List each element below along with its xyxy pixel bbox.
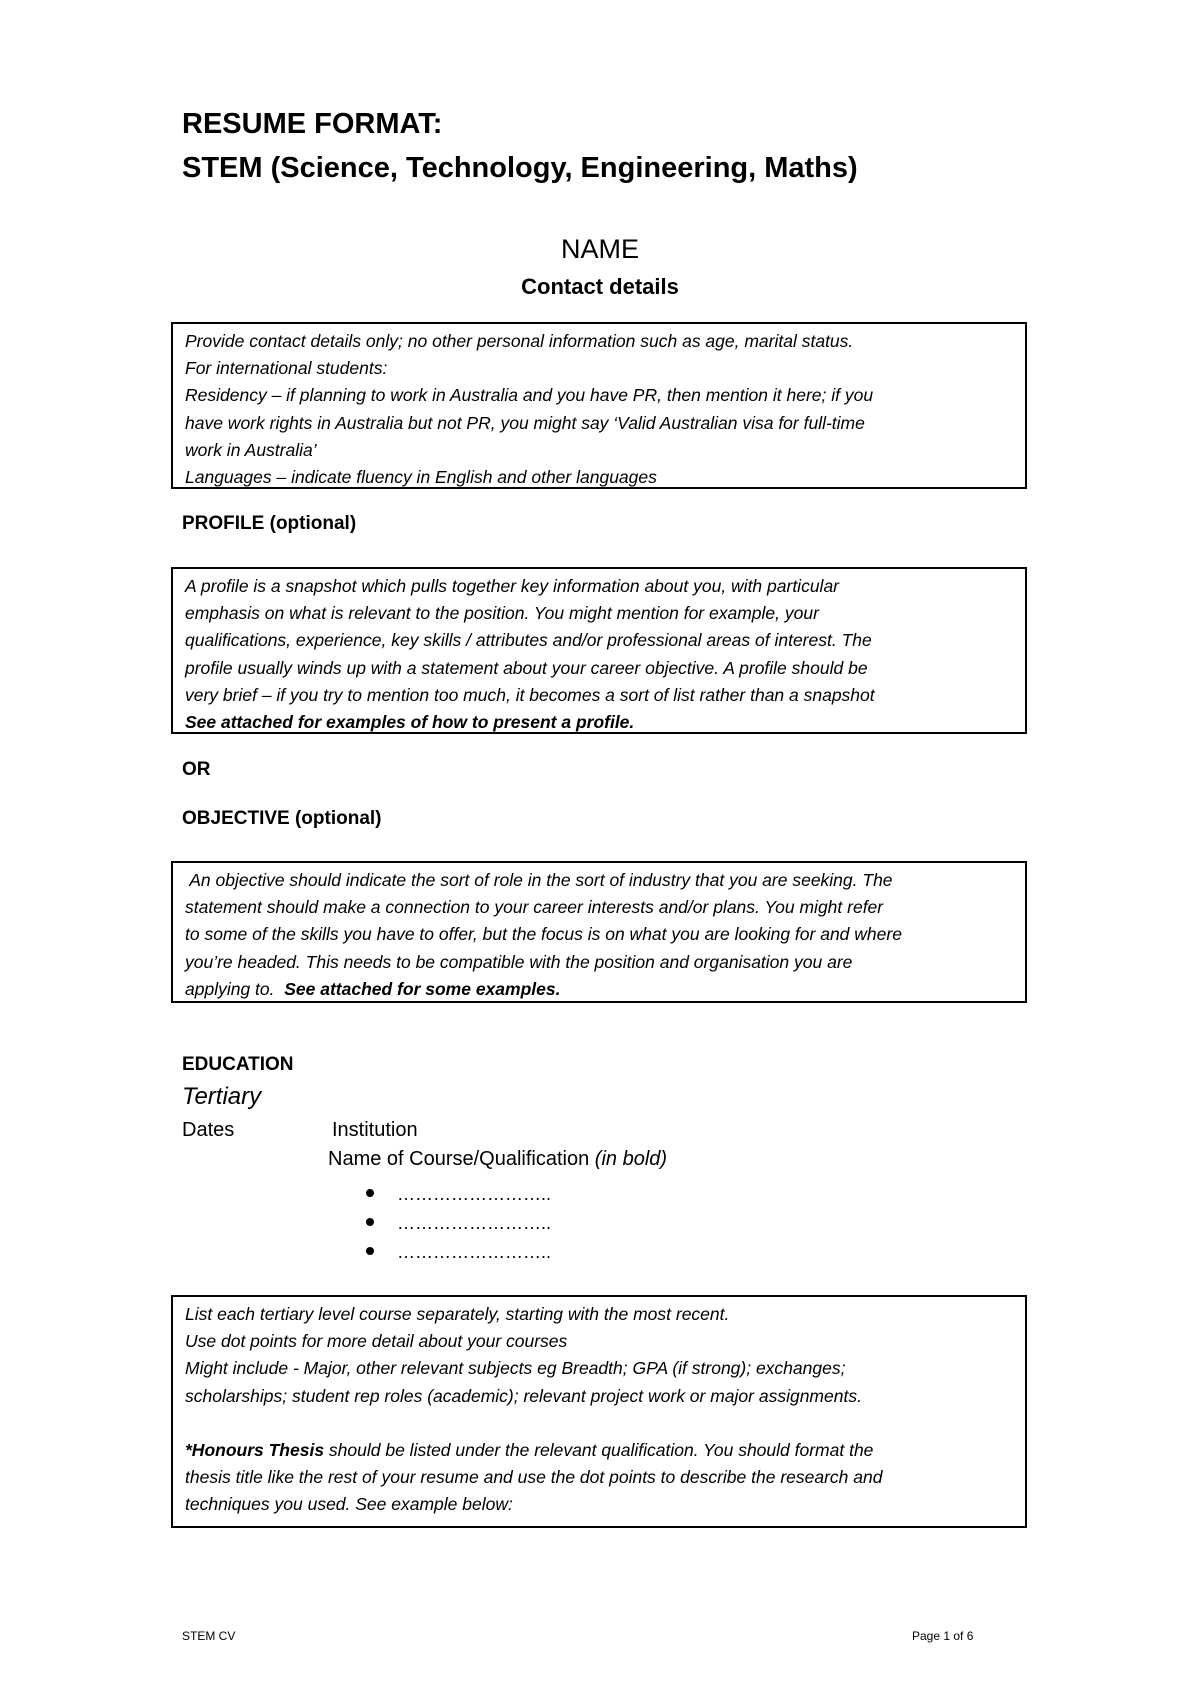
profile-heading: PROFILE (optional) — [182, 513, 357, 534]
box-spacer — [185, 1410, 1015, 1437]
objective-last-line: applying to. — [185, 978, 285, 999]
contact-box-line: have work rights in Australia but not PR, you might say ‘Valid Australian visa for full-time — [185, 412, 865, 433]
course-note: (in bold) — [594, 1148, 668, 1170]
profile-box-line: very brief – if you try to mention too much, it becomes a sort of list rather than a snapshot — [185, 684, 875, 705]
course-label: Name of Course/Qualification — [328, 1148, 595, 1170]
profile-box-line: qualifications, experience, key skills / attributes and/or professional areas of interest. The — [185, 630, 872, 651]
bullet-text: …………………….. — [397, 1242, 552, 1262]
bullet-icon — [366, 1247, 374, 1255]
education-box-line: scholarships; student rep roles (academic); relevant project work or major assignments. — [185, 1385, 862, 1406]
objective-box-line: statement should make a connection to your career interests and/or plans. You might refer — [185, 897, 884, 918]
contact-box-line: work in Australia’ — [185, 439, 317, 460]
footer-page-number: Page 1 of 6 — [912, 1629, 974, 1643]
objective-box-line: you’re headed. This needs to be compatible with the position and organisation you are — [185, 951, 853, 972]
education-box-line: Use dot points for more detail about your courses — [185, 1331, 568, 1352]
objective-box-line: An objective should indicate the sort of role in the sort of industry that you are seeking. The — [185, 870, 893, 890]
education-box-line: techniques you used. See example below: — [185, 1494, 513, 1515]
objective-box-line: to some of the skills you have to offer, but the focus is on what you are looking for and where — [185, 924, 902, 945]
contact-details-heading: Contact details — [521, 274, 679, 299]
profile-examples-note: See attached for examples of how to present a profile. — [185, 712, 635, 733]
thesis-text: should be listed under the relevant qualification. You should format the — [324, 1439, 874, 1460]
profile-box-line: emphasis on what is relevant to the position. You might mention for example, your — [185, 603, 819, 624]
document-title-line-2: STEM (Science, Technology, Engineering, Maths) — [182, 152, 858, 184]
contact-box-line: Provide contact details only; no other personal information such as age, marital status. — [185, 331, 854, 351]
or-label: OR — [182, 759, 211, 780]
bullet-text: …………………….. — [397, 1184, 552, 1204]
education-box-line: Might include - Major, other relevant subjects eg Breadth; GPA (if strong); exchanges; — [185, 1358, 846, 1379]
bullet-icon — [366, 1189, 374, 1197]
dates-label: Dates — [182, 1119, 235, 1141]
education-heading: EDUCATION — [182, 1054, 294, 1075]
objective-box-line — [185, 976, 1015, 1003]
document-title-line-1: RESUME FORMAT: — [182, 108, 443, 140]
course-name-line — [328, 1145, 667, 1173]
education-box-line: thesis title like the rest of your resume and use the dot points to describe the research and — [185, 1467, 883, 1488]
contact-box-line: For international students: — [185, 358, 388, 379]
objective-box — [171, 861, 1027, 1003]
objective-heading: OBJECTIVE (optional) — [182, 808, 382, 829]
contact-box-line: Residency – if planning to work in Australia and you have PR, then mention it here; if you — [185, 385, 874, 406]
tertiary-subheading: Tertiary — [182, 1083, 262, 1110]
objective-examples-note: See attached for some examples. — [284, 978, 561, 999]
bullet-icon — [366, 1218, 374, 1226]
institution-label: Institution — [332, 1119, 418, 1141]
profile-box — [171, 567, 1027, 734]
profile-box-line: profile usually winds up with a statement about your career objective. A profile should be — [185, 657, 868, 678]
bullet-text: …………………….. — [397, 1213, 552, 1233]
list-item — [366, 1238, 551, 1266]
education-box-line — [185, 1437, 1015, 1464]
footer-document-name: STEM CV — [182, 1629, 236, 1643]
education-guidance-box — [171, 1295, 1027, 1528]
list-item — [366, 1209, 551, 1237]
education-box-line: List each tertiary level course separately, starting with the most recent. — [185, 1304, 730, 1324]
contact-details-box — [171, 322, 1027, 489]
honours-thesis-label: *Honours Thesis — [185, 1439, 325, 1460]
name-heading: NAME — [560, 234, 639, 264]
contact-box-line: Languages – indicate fluency in English and other languages — [185, 467, 657, 488]
list-item — [366, 1180, 551, 1208]
profile-box-line — [185, 709, 1015, 736]
profile-box-line: A profile is a snapshot which pulls together key information about you, with particular — [185, 576, 840, 596]
